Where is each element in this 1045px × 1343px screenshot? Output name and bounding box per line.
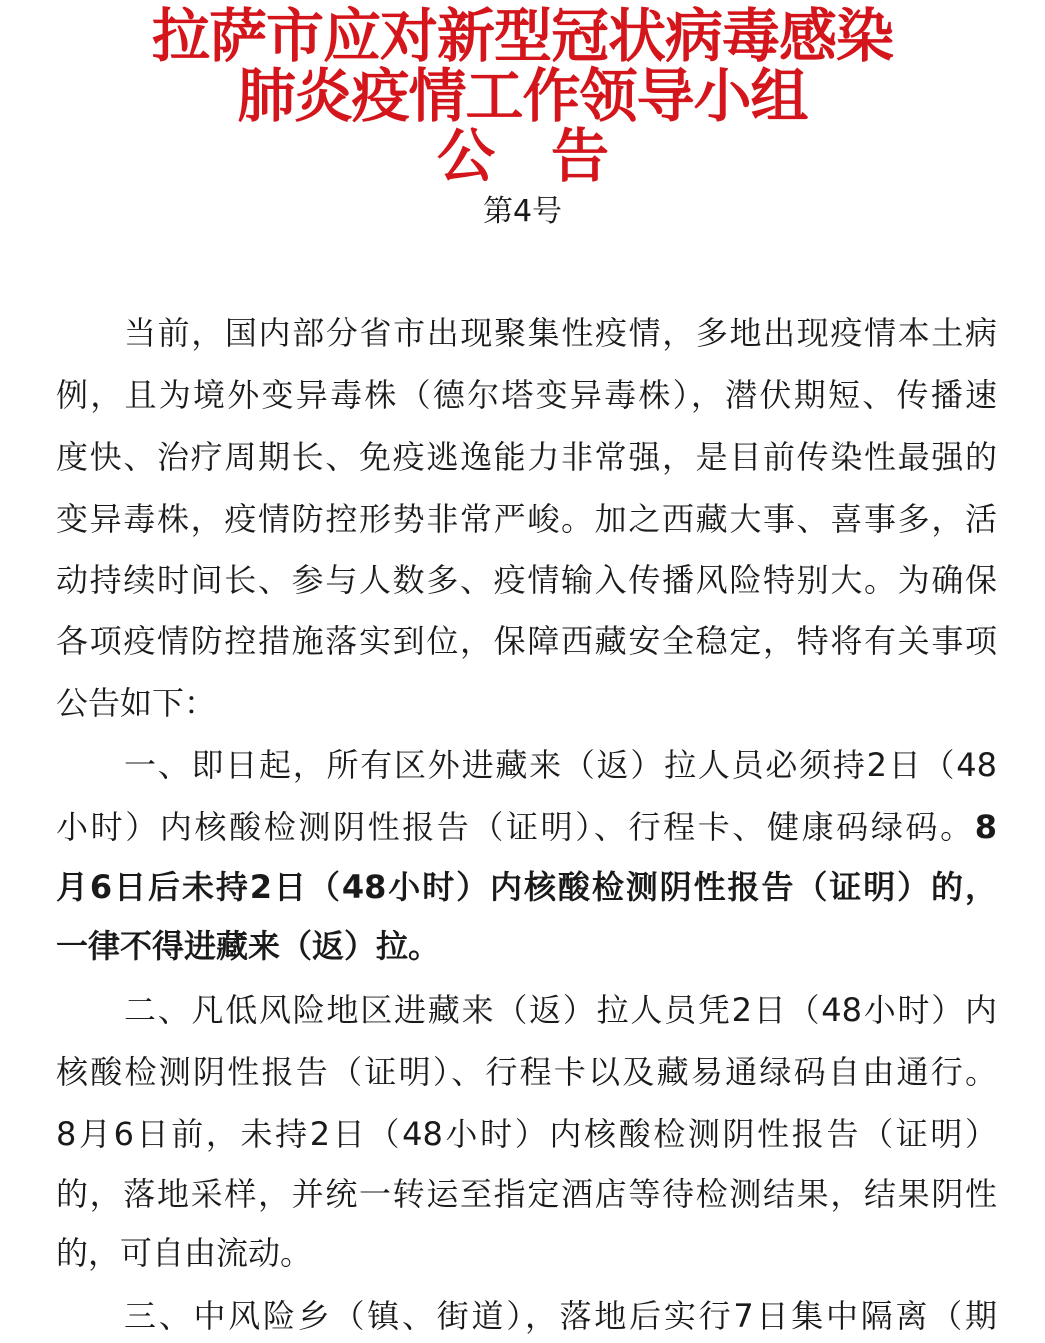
text-segment: 度快、治疗周期长、免疫逃逸能力非常强，是目前传染性最强的 [56, 438, 997, 476]
bold-text: 月6日后未持2日（48小时）内核酸检测阴性报告（证明）的， [56, 868, 997, 906]
title-line-1: 拉萨市应对新型冠状病毒感染 [151, 2, 893, 70]
text-line [56, 807, 997, 847]
text-segment: 小时）内核酸检测阴性报告（证明）、行程卡、健康码绿码。 [56, 808, 975, 846]
text-line [56, 375, 997, 415]
title-line-2: 肺炎疫情工作领导小组 [237, 62, 808, 130]
bold-text: 一律不得进藏来（返）拉。 [56, 927, 441, 965]
announcement-number: 第4号 [482, 194, 563, 229]
text-line [56, 499, 997, 539]
text-segment: 二、凡低风险地区进藏来（返）拉人员凭2日（48小时）内 [124, 991, 997, 1029]
text-line [56, 560, 997, 600]
text-segment: 核酸检测阴性报告（证明）、行程卡以及藏易通绿码自由通行。 [56, 1053, 997, 1091]
text-line [56, 926, 997, 966]
text-segment: 公告如下： [56, 684, 217, 722]
text-line [124, 313, 997, 353]
text-segment: 的，可自由流动。 [56, 1234, 313, 1272]
text-line [56, 437, 997, 477]
text-line [56, 1233, 997, 1273]
text-line [124, 745, 997, 785]
text-segment: 各项疫情防控措施落实到位，保障西藏安全稳定，特将有关事项 [56, 622, 997, 660]
text-line [56, 1052, 997, 1092]
text-line [56, 1174, 997, 1214]
title-line-3: 公 告 [436, 122, 608, 190]
text-segment: 变异毒株，疫情防控形势非常严峻。加之西藏大事、喜事多，活 [56, 500, 997, 538]
text-segment: 一、即日起，所有区外进藏来（返）拉人员必须持2日（48 [124, 746, 997, 784]
text-line [56, 683, 997, 723]
text-segment: 8月6日前，未持2日（48小时）内核酸检测阴性报告（证明） [56, 1115, 997, 1153]
text-segment: 动持续时间长、参与人数多、疫情输入传播风险特别大。为确保 [56, 561, 997, 599]
text-segment: 三、中风险乡（镇、街道），落地后实行7日集中隔离（期 [124, 1297, 997, 1335]
bold-text: 8 [974, 808, 997, 846]
text-segment: 的，落地采样，并统一转运至指定酒店等待检测结果，结果阴性 [56, 1175, 997, 1213]
text-segment: 例，且为境外变异毒株（德尔塔变异毒株），潜伏期短、传播速 [56, 376, 997, 414]
text-line [124, 1296, 997, 1336]
text-line [56, 621, 997, 661]
text-line [56, 1114, 997, 1154]
text-segment: 当前，国内部分省市出现聚集性疫情，多地出现疫情本土病 [124, 314, 997, 352]
text-line [56, 867, 997, 907]
text-line [124, 990, 997, 1030]
